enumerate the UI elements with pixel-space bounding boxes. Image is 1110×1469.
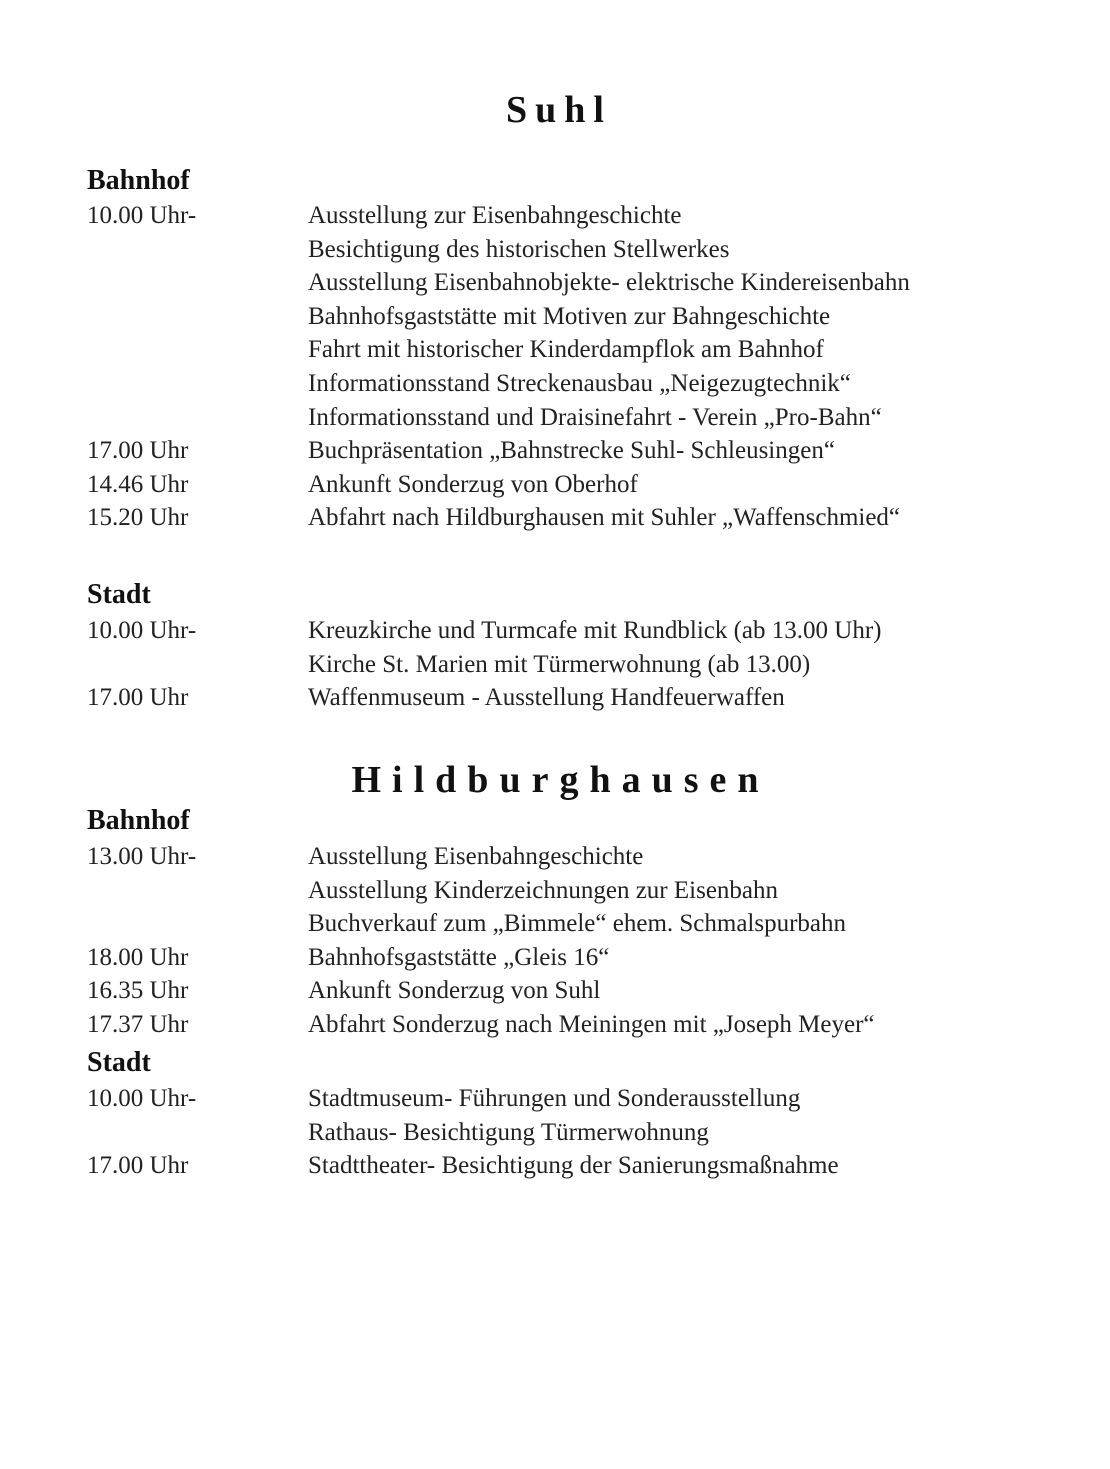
schedule-row: [0, 199, 1110, 233]
schedule-description: Stadttheater- Besichtigung der Sanierungsmaßnahme: [308, 1152, 839, 1180]
schedule-row: [0, 300, 1110, 334]
town-title-hildburghausen: Hildburghausen: [351, 759, 770, 801]
schedule-description: Kirche St. Marien mit Türmerwohnung (ab 13.00): [308, 650, 811, 678]
schedule-row: [0, 1116, 1110, 1150]
schedule-row: [0, 840, 1110, 874]
section-heading: Stadt: [87, 1047, 151, 1078]
schedule-row: [0, 941, 1110, 975]
town-title-suhl: Suhl: [506, 89, 612, 131]
schedule-row: [0, 333, 1110, 367]
schedule-time: 16.35 Uhr: [87, 977, 189, 1005]
schedule-row: [0, 266, 1110, 300]
schedule-row: [0, 681, 1110, 715]
schedule-time: 17.00 Uhr: [87, 684, 189, 712]
schedule-description: Ankunft Sonderzug von Oberhof: [308, 470, 638, 498]
schedule-row: [0, 907, 1110, 941]
schedule-row: [0, 1008, 1110, 1042]
schedule-row: [0, 468, 1110, 502]
schedule-row: [0, 1149, 1110, 1183]
schedule-description: Bahnhofsgaststätte „Gleis 16“: [308, 943, 610, 971]
schedule-row: [0, 501, 1110, 535]
schedule-row: [0, 874, 1110, 908]
schedule-description: Abfahrt Sonderzug nach Meiningen mit „Joseph Meyer“: [308, 1011, 875, 1038]
schedule-row: [0, 233, 1110, 267]
schedule-description: Fahrt mit historischer Kinderdampflok am Bahnhof: [308, 336, 824, 364]
schedule-time: 10.00 Uhr-: [87, 617, 197, 644]
schedule-description: Ausstellung Eisenbahngeschichte: [308, 843, 644, 870]
schedule-description: Bahnhofsgaststätte mit Motiven zur Bahngeschichte: [308, 302, 831, 330]
schedule-description: Abfahrt nach Hildburghausen mit Suhler „Waffenschmied“: [308, 504, 901, 532]
schedule-description: Stadtmuseum- Führungen und Sonderausstellung: [308, 1085, 801, 1112]
schedule-time: 10.00 Uhr-: [87, 1085, 197, 1112]
schedule-row: [0, 1082, 1110, 1116]
schedule-time: 18.00 Uhr: [87, 943, 189, 971]
section-heading: Stadt: [87, 579, 151, 610]
schedule-row: [0, 974, 1110, 1008]
schedule-row: [0, 367, 1110, 401]
schedule-time: 17.00 Uhr: [87, 1152, 189, 1180]
schedule-row: [0, 401, 1110, 435]
schedule-time: 17.37 Uhr: [87, 1011, 189, 1038]
schedule-row: [0, 614, 1110, 648]
section-heading: Bahnhof: [87, 165, 190, 196]
schedule-time: 14.46 Uhr: [87, 470, 189, 498]
schedule-description: Buchpräsentation „Bahnstrecke Suhl- Schleusingen“: [308, 437, 835, 465]
schedule-description: Besichtigung des historischen Stellwerkes: [308, 235, 730, 263]
schedule-description: Ankunft Sonderzug von Suhl: [308, 977, 601, 1005]
schedule-description: Informationsstand Streckenausbau „Neigezugtechnik“: [308, 370, 851, 397]
schedule-row: [0, 648, 1110, 682]
section-heading: Bahnhof: [87, 805, 190, 836]
schedule-time: 15.20 Uhr: [87, 504, 189, 532]
schedule-time: 13.00 Uhr-: [87, 843, 197, 870]
schedule-time: 17.00 Uhr: [87, 437, 189, 465]
schedule-description: Informationsstand und Draisinefahrt - Verein „Pro-Bahn“: [308, 403, 882, 431]
schedule-description: Rathaus- Besichtigung Türmerwohnung: [308, 1118, 709, 1146]
schedule-description: Ausstellung zur Eisenbahngeschichte: [308, 202, 682, 229]
schedule-time: 10.00 Uhr-: [87, 202, 197, 229]
schedule-description: Ausstellung Eisenbahnobjekte- elektrische Kindereisenbahn: [308, 269, 910, 297]
schedule-description: Buchverkauf zum „Bimmele“ ehem. Schmalspurbahn: [308, 910, 847, 938]
schedule-description: Ausstellung Kinderzeichnungen zur Eisenbahn: [308, 876, 779, 904]
schedule-description: Waffenmuseum - Ausstellung Handfeuerwaffen: [308, 684, 785, 712]
schedule-row: [0, 434, 1110, 468]
schedule-description: Kreuzkirche und Turmcafe mit Rundblick (ab 13.00 Uhr): [308, 617, 882, 644]
